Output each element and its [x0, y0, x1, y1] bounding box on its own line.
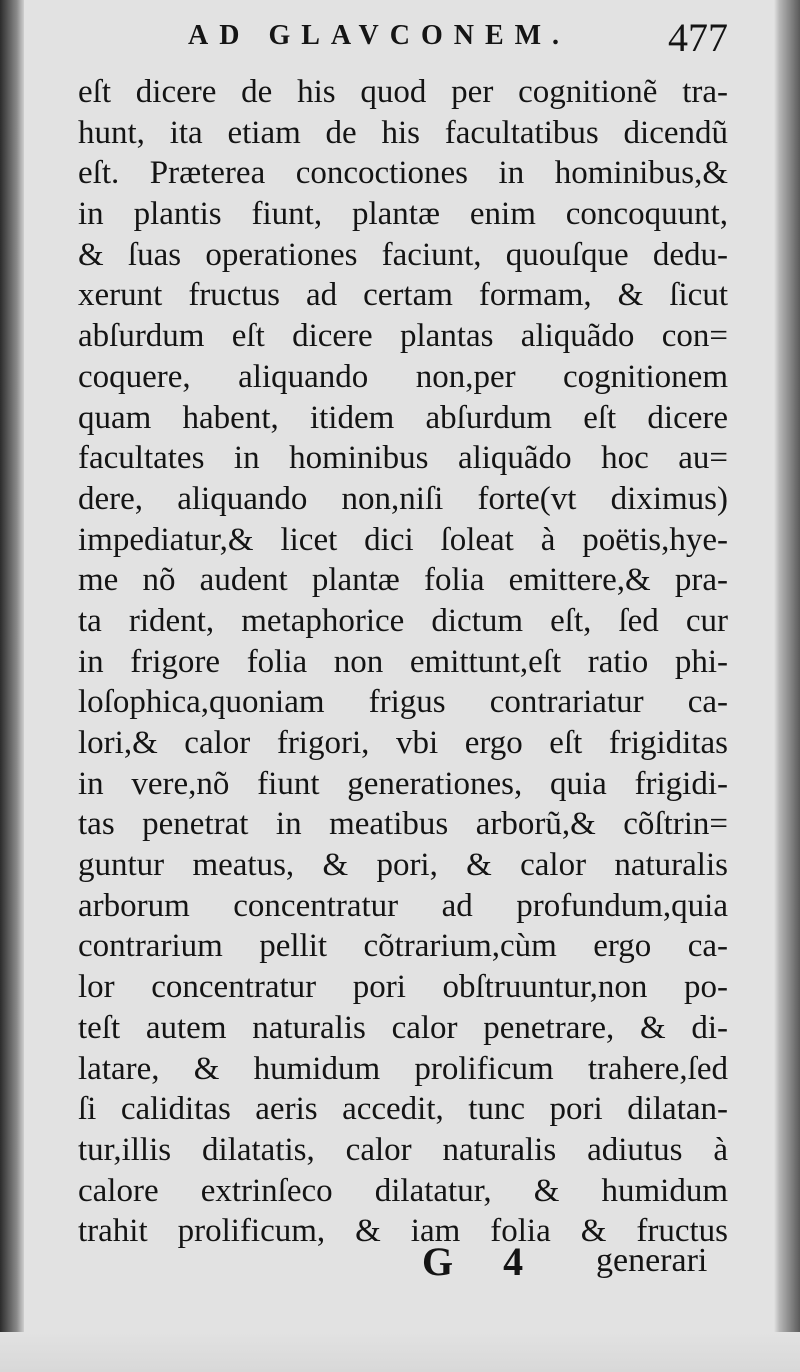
page-footer [0, 1232, 800, 1292]
page-number: 477 [668, 15, 728, 60]
text-line: arborum concentratur ad profundum,quia [78, 887, 728, 924]
text-line: me nõ audent plantæ folia emittere,& pra- [78, 562, 728, 599]
text-line: contrarium pellit cõtrarium,cùm ergo ca- [78, 928, 728, 965]
page-edge-shadow [774, 0, 800, 1372]
text-line: xerunt fructus ad certam formam, & ſicut [78, 277, 728, 314]
catchword: generari [596, 1242, 708, 1279]
text-line: ſi caliditas aeris accedit, tunc pori dilatan- [78, 1091, 728, 1128]
text-line: coquere, aliquando non,per cognitionem [78, 358, 728, 395]
text-line: lori,& calor frigori, vbi ergo eſt frigiditas [78, 725, 728, 761]
text-line: in frigore folia non emittunt,eſt ratio phi- [78, 643, 728, 680]
text-line: teſt autem naturalis calor penetrare, & di- [78, 1009, 728, 1046]
running-head: AD GLAVCONEM. [188, 20, 571, 51]
signature-mark: G 4 [422, 1239, 544, 1284]
text-line: calore extrinſeco dilatatur, & humidum [78, 1172, 728, 1209]
text-line: trahit prolificum, & iam folia & fructus [78, 1213, 728, 1250]
page-bottom-edge [0, 1332, 800, 1372]
text-line: tur,illis dilatatis, calor naturalis adiutus à [78, 1131, 728, 1168]
body-text [78, 72, 728, 1252]
text-line: tas penetrat in meatibus arborũ,& cõſtrin= [78, 806, 728, 843]
page-gutter-shadow [0, 0, 24, 1372]
text-line: lor concentratur pori obſtruuntur,non po- [78, 969, 728, 1006]
text-line: impediatur,& licet dici ſoleat à poëtis,hye- [78, 521, 728, 558]
text-line: in vere,nõ fiunt generationes, quia frigidi- [78, 765, 728, 802]
text-line: eſt dicere de his quod per cognitionẽ tra- [78, 74, 728, 110]
text-line: quam habent, itidem abſurdum eſt dicere [78, 399, 728, 436]
text-line: guntur meatus, & pori, & calor naturalis [78, 847, 728, 884]
text-line: abſurdum eſt dicere plantas aliquãdo con= [78, 318, 728, 355]
text-line: ta rident, metaphorice dictum eſt, ſed cur [78, 602, 728, 639]
text-line: facultates in hominibus aliquãdo hoc au= [78, 440, 728, 477]
text-line: loſophica,quoniam frigus contrariatur ca- [78, 684, 728, 721]
text-line: eſt. Prætereа concoctiones in hominibus,& [78, 155, 728, 192]
page-header [0, 14, 800, 62]
text-line: hunt, ita etiam de his facultatibus dicendũ [78, 114, 728, 151]
text-line: latare, & humidum prolificum trahere,ſed [78, 1050, 728, 1087]
text-line: & ſuas operationes faciunt, quouſque dedu- [78, 236, 728, 273]
text-line: in plantis fiunt, plantæ enim concoquunt, [78, 196, 728, 233]
text-line: dere, aliquando non,niſi forte(vt diximus) [78, 480, 728, 517]
